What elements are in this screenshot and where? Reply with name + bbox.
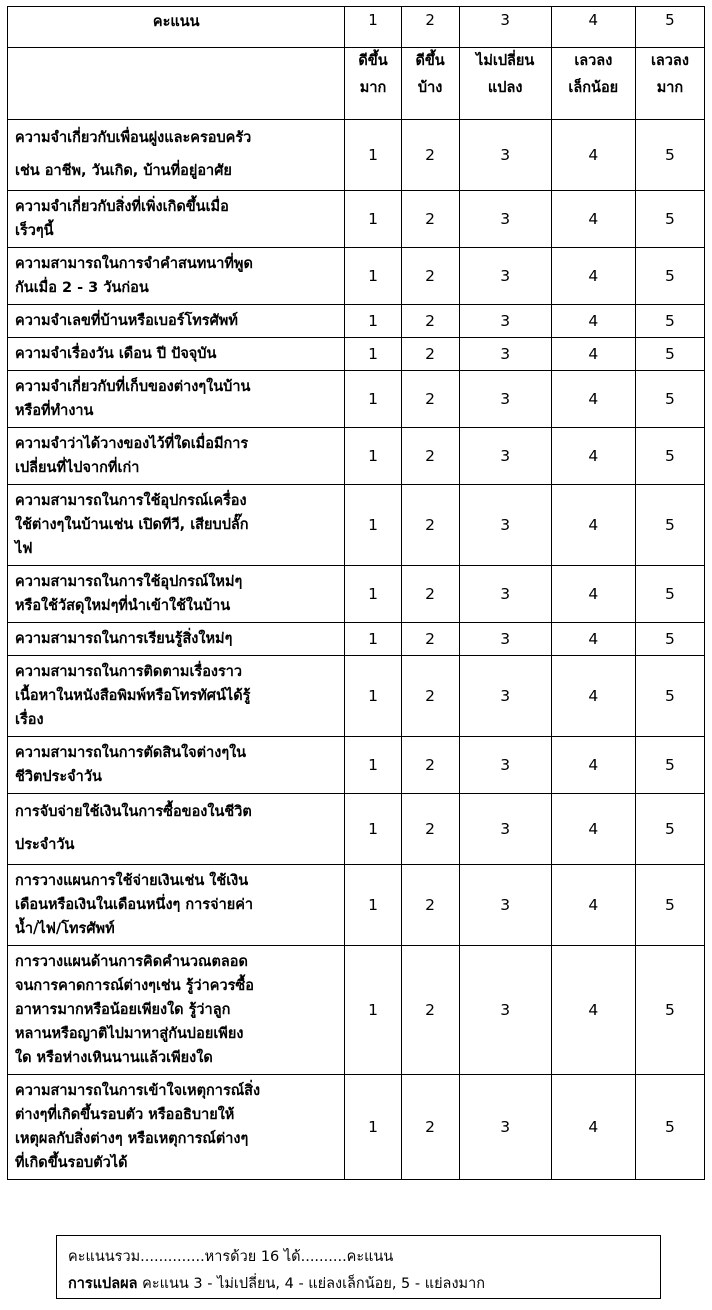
score-option-2[interactable]: 2 — [401, 485, 459, 566]
score-option-4[interactable]: 4 — [551, 428, 635, 485]
item-label-line: ความสามารถในการตัดสินใจต่างๆใน — [15, 745, 247, 761]
score-option-5[interactable]: 5 — [635, 338, 704, 371]
score-option-2[interactable]: 2 — [401, 305, 459, 338]
item-label-line: หรือที่ทำงาน — [15, 403, 94, 419]
score-option-2[interactable]: 2 — [401, 428, 459, 485]
score-option-5[interactable]: 5 — [635, 946, 704, 1075]
item-label — [8, 248, 345, 305]
level-line: ดีขึ้น — [358, 53, 388, 69]
interpretation-text: คะแนน 3 - ไม่เปลี่ยน, 4 - แย่ลงเล็กน้อย, 5 - แย่ลงมาก — [137, 1276, 486, 1292]
item-label — [8, 865, 345, 946]
score-option-4[interactable]: 4 — [551, 566, 635, 623]
item-label-line: ความสามารถในการจำคำสนทนาที่พูด — [15, 256, 253, 272]
score-option-5[interactable]: 5 — [635, 566, 704, 623]
item-label-line: ความจำเกี่ยวกับที่เก็บของต่างๆในบ้าน — [15, 379, 251, 395]
item-row — [8, 305, 705, 338]
score-option-4[interactable]: 4 — [551, 120, 635, 191]
level-line: เลวลง — [650, 53, 689, 69]
item-label — [8, 371, 345, 428]
item-row — [8, 485, 705, 566]
item-label-line: การวางแผนด้านการคิดคำนวณตลอด — [15, 954, 248, 970]
score-option-5[interactable]: 5 — [635, 485, 704, 566]
level-line: เลวลง — [574, 53, 613, 69]
item-label-line: เดือนหรือเงินในเดือนหนึ่งๆ การจ่ายค่า — [15, 897, 254, 913]
item-row — [8, 191, 705, 248]
score-option-4[interactable]: 4 — [551, 338, 635, 371]
header-number-2: 2 — [401, 7, 459, 48]
score-option-1[interactable]: 1 — [345, 656, 401, 737]
item-label-line: ต่างๆที่เกิดขึ้นรอบตัว หรืออธิบายให้ — [15, 1107, 235, 1123]
item-label-line: ชีวิตประจำวัน — [15, 769, 102, 785]
item-label — [8, 1075, 345, 1180]
score-option-5[interactable]: 5 — [635, 305, 704, 338]
item-label — [8, 737, 345, 794]
item-label-line: ความสามารถในการเรียนรู้สิ่งใหม่ๆ — [15, 631, 233, 647]
level-line: เล็กน้อย — [568, 80, 619, 96]
score-option-2[interactable]: 2 — [401, 946, 459, 1075]
item-label-line: กันเมื่อ 2 - 3 วันก่อน — [15, 280, 149, 296]
score-option-2[interactable]: 2 — [401, 794, 459, 865]
item-label-line: การวางแผนการใช้จ่ายเงินเช่น ใช้เงิน — [15, 873, 249, 889]
score-option-3[interactable]: 3 — [459, 794, 551, 865]
level-line: ไม่เปลี่ยน — [476, 53, 535, 69]
score-option-1[interactable]: 1 — [345, 737, 401, 794]
score-option-3[interactable]: 3 — [459, 566, 551, 623]
score-option-2[interactable]: 2 — [401, 1075, 459, 1180]
level-line: แปลง — [487, 80, 523, 96]
total-score-line: คะแนนรวม..............หารด้วย 16 ได้..........คะแนน — [68, 1249, 394, 1265]
level-much-better — [345, 48, 401, 120]
score-option-3[interactable]: 3 — [459, 191, 551, 248]
item-label-line: ความจำเกี่ยวกับเพื่อนฝูงและครอบครัว — [15, 130, 252, 146]
summary-box — [56, 1235, 661, 1299]
item-label — [8, 623, 345, 656]
score-option-3[interactable]: 3 — [459, 623, 551, 656]
score-option-1[interactable]: 1 — [345, 865, 401, 946]
score-option-2[interactable]: 2 — [401, 566, 459, 623]
item-label-line: เช่น อาชีพ, วันเกิด, บ้านที่อยู่อาศัย — [15, 163, 232, 179]
item-label-line: ที่เกิดขึ้นรอบตัวได้ — [15, 1155, 128, 1171]
score-option-1[interactable]: 1 — [345, 623, 401, 656]
item-row — [8, 120, 705, 191]
item-label — [8, 794, 345, 865]
item-label-line: เหตุผลกับสิ่งต่างๆ หรือเหตุการณ์ต่างๆ — [15, 1131, 249, 1147]
header-number-5: 5 — [635, 7, 704, 48]
score-option-2[interactable]: 2 — [401, 865, 459, 946]
level-unchanged — [459, 48, 551, 120]
item-label-line: หรือใช้วัสดุใหม่ๆที่นำเข้าใช้ในบ้าน — [15, 598, 231, 614]
score-option-3[interactable]: 3 — [459, 248, 551, 305]
score-option-2[interactable]: 2 — [401, 191, 459, 248]
score-option-2[interactable]: 2 — [401, 737, 459, 794]
score-option-3[interactable]: 3 — [459, 865, 551, 946]
score-option-2[interactable]: 2 — [401, 371, 459, 428]
score-option-3[interactable]: 3 — [459, 737, 551, 794]
header-row-levels — [8, 48, 705, 120]
score-option-3[interactable]: 3 — [459, 1075, 551, 1180]
score-option-1[interactable]: 1 — [345, 794, 401, 865]
score-label: คะแนน — [8, 7, 345, 48]
item-label-line: ความจำเกี่ยวกับสิ่งที่เพิ่งเกิดขึ้นเมื่อ — [15, 199, 229, 215]
score-option-1[interactable]: 1 — [345, 191, 401, 248]
item-label-line: ประจำวัน — [15, 837, 75, 853]
item-row — [8, 656, 705, 737]
item-row — [8, 371, 705, 428]
header-blank-cell — [8, 48, 345, 120]
score-option-1[interactable]: 1 — [345, 338, 401, 371]
item-row — [8, 623, 705, 656]
item-label-line: จนการคาดการณ์ต่างๆเช่น รู้ว่าควรซื้อ — [15, 978, 254, 994]
score-option-3[interactable]: 3 — [459, 428, 551, 485]
item-label-line: เร็วๆนี้ — [15, 223, 54, 239]
item-label-line: ความจำเลขที่บ้านหรือเบอร์โทรศัพท์ — [15, 313, 238, 329]
score-option-4[interactable]: 4 — [551, 865, 635, 946]
score-option-5[interactable]: 5 — [635, 371, 704, 428]
score-option-1[interactable]: 1 — [345, 120, 401, 191]
score-option-1[interactable]: 1 — [345, 371, 401, 428]
score-option-5[interactable]: 5 — [635, 656, 704, 737]
score-option-4[interactable]: 4 — [551, 794, 635, 865]
score-option-3[interactable]: 3 — [459, 946, 551, 1075]
level-line: บ้าง — [417, 80, 443, 96]
item-row — [8, 248, 705, 305]
score-option-4[interactable]: 4 — [551, 485, 635, 566]
score-option-5[interactable]: 5 — [635, 737, 704, 794]
level-line: มาก — [656, 80, 684, 96]
item-label-line: น้ำ/ไฟ/โทรศัพท์ — [15, 921, 115, 937]
score-option-1[interactable]: 1 — [345, 248, 401, 305]
item-label — [8, 428, 345, 485]
score-option-5[interactable]: 5 — [635, 120, 704, 191]
score-option-3[interactable]: 3 — [459, 485, 551, 566]
score-option-4[interactable]: 4 — [551, 656, 635, 737]
header-row-numbers — [8, 7, 705, 48]
item-row — [8, 737, 705, 794]
item-row — [8, 1075, 705, 1180]
item-label-line: ใช้ต่างๆในบ้านเช่น เปิดทีวี, เสียบปลั๊ก — [15, 517, 249, 533]
item-label — [8, 120, 345, 191]
item-label-line: เรื่อง — [15, 712, 44, 728]
item-label-line: ความจำเรื่องวัน เดือน ปี ปัจจุบัน — [15, 346, 217, 362]
item-label-line: ความสามารถในการใช้อุปกรณ์ใหม่ๆ — [15, 574, 243, 590]
item-label-line: ไฟ — [15, 541, 33, 557]
score-option-4[interactable]: 4 — [551, 191, 635, 248]
item-label — [8, 946, 345, 1075]
score-option-3[interactable]: 3 — [459, 305, 551, 338]
header-number-3: 3 — [459, 7, 551, 48]
item-row — [8, 946, 705, 1075]
level-slightly-worse — [551, 48, 635, 120]
level-line: มาก — [359, 80, 387, 96]
score-option-4[interactable]: 4 — [551, 248, 635, 305]
item-row — [8, 865, 705, 946]
item-row — [8, 794, 705, 865]
score-option-5[interactable]: 5 — [635, 865, 704, 946]
header-number-4: 4 — [551, 7, 635, 48]
score-option-5[interactable]: 5 — [635, 1075, 704, 1180]
score-option-2[interactable]: 2 — [401, 338, 459, 371]
score-option-5[interactable]: 5 — [635, 623, 704, 656]
score-option-5[interactable]: 5 — [635, 248, 704, 305]
item-label — [8, 485, 345, 566]
score-option-3[interactable]: 3 — [459, 120, 551, 191]
score-option-5[interactable]: 5 — [635, 191, 704, 248]
score-option-4[interactable]: 4 — [551, 946, 635, 1075]
score-option-1[interactable]: 1 — [345, 428, 401, 485]
item-label-line: ความจำว่าได้วางของไว้ที่ใดเมื่อมีการ — [15, 436, 249, 452]
item-label-line: เนื้อหาในหนังสือพิมพ์หรือโทรทัศน์ได้รู้ — [15, 688, 251, 704]
item-row — [8, 338, 705, 371]
score-option-2[interactable]: 2 — [401, 623, 459, 656]
interpretation-label: การแปลผล — [68, 1276, 138, 1292]
item-label-line: อาหารมากหรือน้อยเพียงใด รู้ว่าลูก — [15, 1002, 231, 1018]
score-option-5[interactable]: 5 — [635, 794, 704, 865]
level-line: ดีขึ้น — [415, 53, 445, 69]
score-option-1[interactable]: 1 — [345, 485, 401, 566]
item-label-line: ใด หรือห่างเหินนานแล้วเพียงใด — [15, 1050, 213, 1066]
score-option-2[interactable]: 2 — [401, 656, 459, 737]
score-option-4[interactable]: 4 — [551, 623, 635, 656]
score-option-2[interactable]: 2 — [401, 248, 459, 305]
score-option-4[interactable]: 4 — [551, 1075, 635, 1180]
header-number-1: 1 — [345, 7, 401, 48]
score-option-2[interactable]: 2 — [401, 120, 459, 191]
score-option-5[interactable]: 5 — [635, 428, 704, 485]
level-somewhat-better — [401, 48, 459, 120]
score-option-3[interactable]: 3 — [459, 338, 551, 371]
item-label — [8, 338, 345, 371]
item-label-line: การจับจ่ายใช้เงินในการซื้อของในชีวิต — [15, 804, 252, 820]
interpretation-line — [68, 1271, 650, 1298]
item-label — [8, 566, 345, 623]
item-label-line: หลานหรือญาติไปมาหาสู่กันบ่อยเพียง — [15, 1026, 244, 1042]
level-much-worse — [635, 48, 704, 120]
item-label — [8, 656, 345, 737]
item-label — [8, 191, 345, 248]
score-option-1[interactable]: 1 — [345, 1075, 401, 1180]
item-label — [8, 305, 345, 338]
score-option-4[interactable]: 4 — [551, 737, 635, 794]
item-row — [8, 428, 705, 485]
item-label-line: ความสามารถในการติดตามเรื่องราว — [15, 664, 243, 680]
score-option-3[interactable]: 3 — [459, 371, 551, 428]
score-option-1[interactable]: 1 — [345, 305, 401, 338]
score-option-4[interactable]: 4 — [551, 371, 635, 428]
rating-scale-table — [7, 6, 705, 1180]
item-label-line: ความสามารถในการเข้าใจเหตุการณ์สิ่ง — [15, 1083, 261, 1099]
score-option-3[interactable]: 3 — [459, 656, 551, 737]
score-option-1[interactable]: 1 — [345, 566, 401, 623]
score-option-4[interactable]: 4 — [551, 305, 635, 338]
item-row — [8, 566, 705, 623]
item-label-line: ความสามารถในการใช้อุปกรณ์เครื่อง — [15, 493, 247, 509]
score-option-1[interactable]: 1 — [345, 946, 401, 1075]
item-label-line: เปลี่ยนที่ไปจากที่เก่า — [15, 460, 140, 476]
